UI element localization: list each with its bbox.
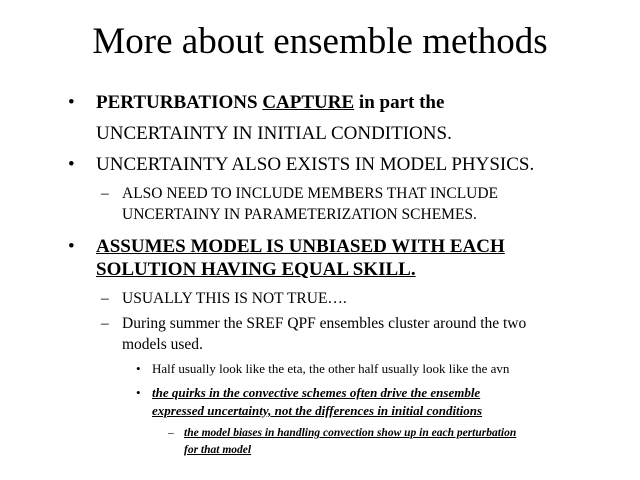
bullet-1-post: in part the (354, 92, 445, 113)
dash-icon: – (101, 290, 109, 307)
level-4-item-line-2: for that model (184, 444, 252, 456)
dash-icon: – (101, 185, 109, 202)
bullet-icon: • (136, 385, 141, 400)
dash-icon: – (101, 315, 109, 332)
bullet-icon: • (68, 92, 75, 113)
bullet-3-sub-2-line-2: models used. (122, 336, 203, 353)
bullet-1-line-2: UNCERTAINTY IN INITIAL CONDITIONS. (96, 123, 452, 144)
bullet-2-text: UNCERTAINTY ALSO EXISTS IN MODEL PHYSICS. (96, 154, 535, 175)
bullet-1-emphasis: CAPTURE (262, 92, 355, 113)
bullet-3-sub-2-line-1: During summer the SREF QPF ensembles cluster around the two (122, 315, 527, 332)
bullet-icon: • (136, 361, 141, 376)
bullet-2-sub-1-line-2: UNCERTAINY IN PARAMETERIZATION SCHEMES. (122, 206, 477, 223)
bullet-3-line-1: ASSUMES MODEL IS UNBIASED WITH EACH (96, 236, 505, 257)
slide-title: More about ensemble methods (92, 21, 548, 62)
level-3-item-1: Half usually look like the eta, the other half usually look like the avn (152, 361, 510, 376)
bullet-icon: • (68, 154, 75, 175)
bullet-2-sub-1-line-1: ALSO NEED TO INCLUDE MEMBERS THAT INCLUDE (122, 185, 499, 202)
level-3-item-2-line-1: the quirks in the convective schemes often drive the ensemble (152, 385, 481, 400)
level-4-item-line-1: the model biases in handling convection show up in each perturbation (184, 427, 517, 439)
bullet-1-line-1 (96, 91, 444, 114)
bullet-3-line-2: SOLUTION HAVING EQUAL SKILL. (96, 259, 416, 280)
bullet-icon: • (68, 236, 75, 257)
bullet-1-pre: PERTURBATIONS (96, 92, 263, 113)
dash-icon: – (168, 427, 174, 439)
bullet-3-sub-1-text: USUALLY THIS IS NOT TRUE…. (122, 290, 347, 307)
level-3-item-2-line-2: expressed uncertainty, not the differences in initial conditions (152, 403, 483, 418)
